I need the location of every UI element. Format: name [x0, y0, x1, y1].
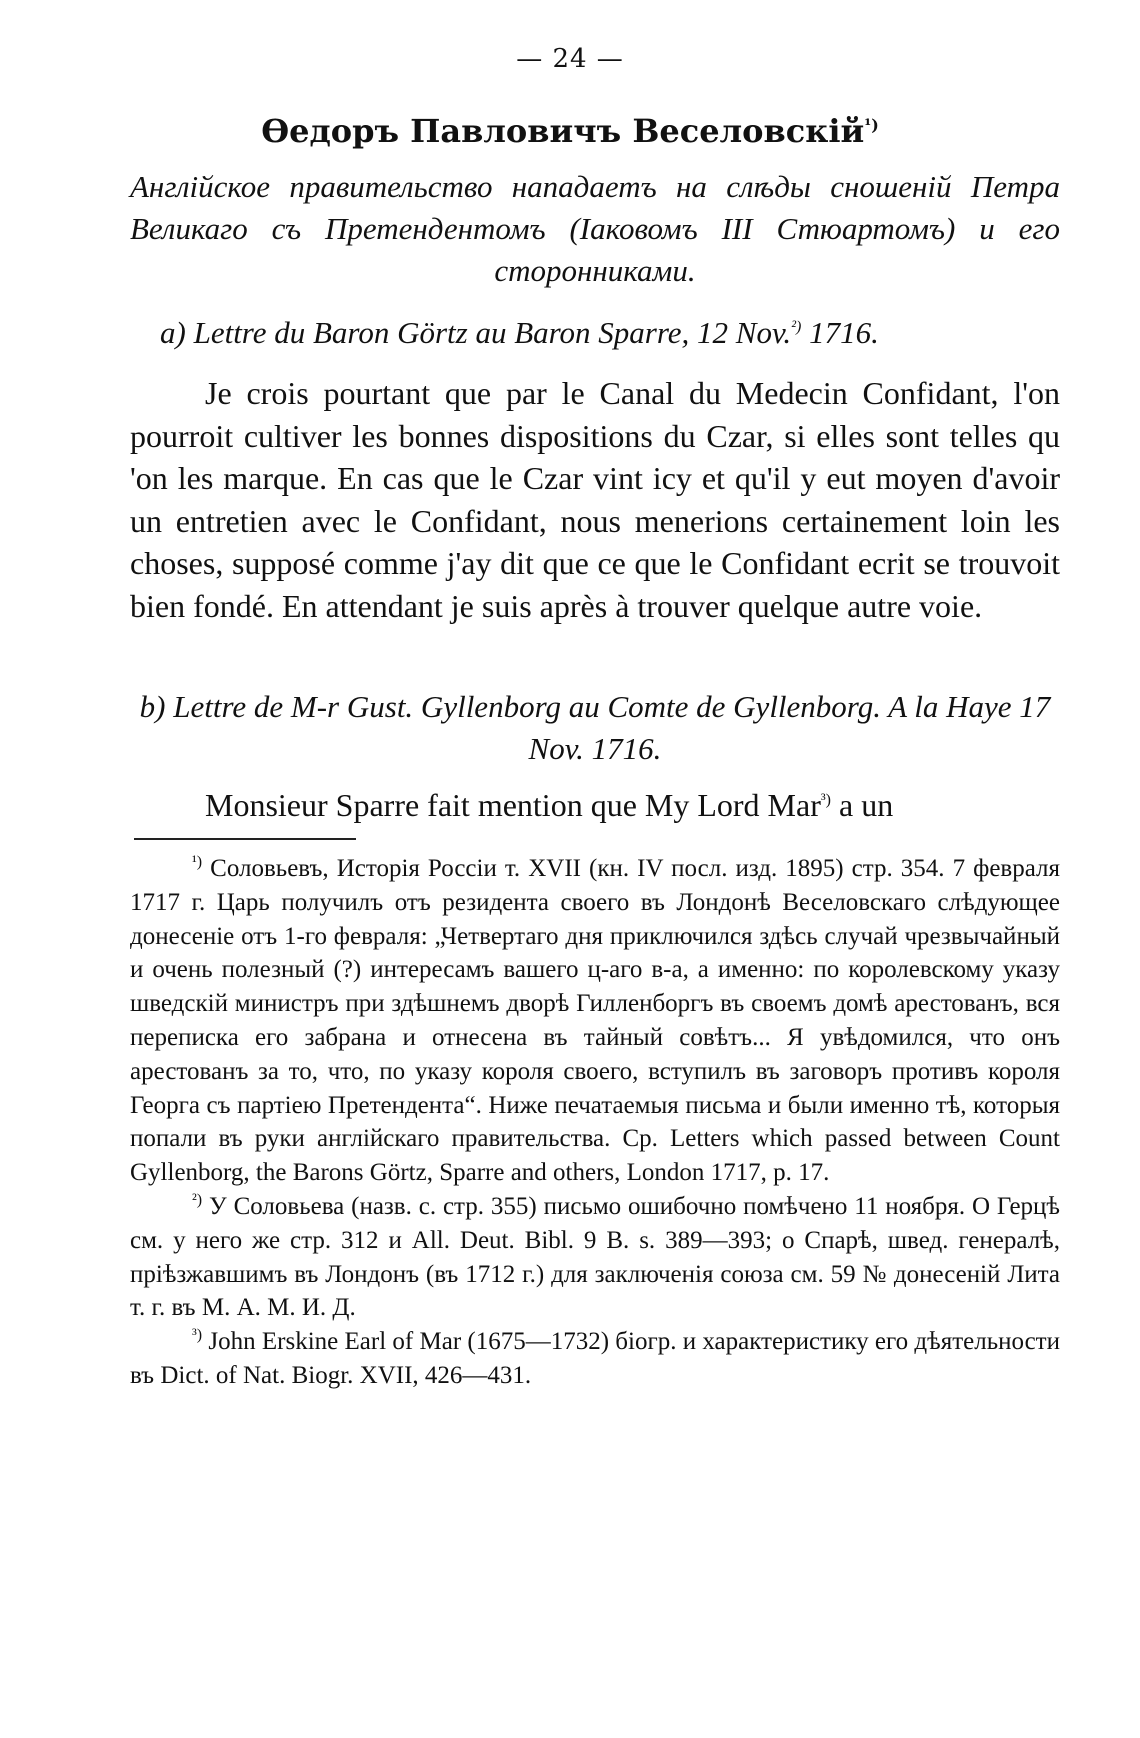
footnote-ref: ¹)	[192, 853, 203, 871]
letter-b-body	[130, 784, 1060, 827]
letter-a-year: 1716.	[809, 315, 879, 350]
footnote-ref: ²)	[192, 1191, 203, 1209]
footnote-separator	[134, 838, 356, 840]
letter-b-body-end: a un	[830, 787, 894, 823]
heading-title: Өедоръ Павловичъ Веселовскій	[261, 112, 865, 150]
letter-b-body-start: Monsieur Sparre fait mention que My Lord Mar	[205, 787, 821, 823]
letter-a-body: Je crois pourtant que par le Canal du Medecin Confidant, l'on pourroit cultiver les bonnes dispositions du Czar, si elles sont telles qu 'on les marque. En cas que le Czar vint icy et qu'il y eut moyen d'avoir un entretien avec le Confidant, nous menerions certainement loin les choses, supposé comme j'ay dit que ce que le Confidant ecrit se trouvoit bien fondé. En attendant je suis après à trouver quelque autre voie.	[130, 375, 1060, 624]
footnote-text: Соловьевъ, Исторія Россіи т. XVII (кн. IV посл. изд. 1895) стр. 354. 7 февраля 1717 г. Царь получилъ отъ резидента своего въ Лондонѣ Веселовскаго слѣдующее донесеніе отъ 1-го февраля: „Четвертаго дня приключился здѣсь случай чрезвычайный и очень полезный (?) интересамъ вашего ц-аго в-а, а именно: по королевскому указу шведскій министръ при здѣшнемъ дворѣ Гилленборгъ въ своемъ домѣ арестованъ, вся переписка его забрана и отнесена въ тайный совѣтъ... Я увѣдомился, что онъ арестованъ за то, что, по указу короля своего, вступилъ въ заговоръ противъ короля Георга съ партіею Претендента“. Ниже печатаемыя письма и были именно тѣ, которыя попали въ руки англійскаго правительства. Ср. Letters which passed between Count Gyllenborg, the Barons Görtz, Sparre and others, London 1717, p. 17.	[130, 855, 1061, 1187]
footnote	[130, 1190, 1060, 1325]
footnote-ref: ³)	[192, 1326, 203, 1344]
footnotes	[130, 852, 1060, 1393]
letter-b-marker: b)	[139, 689, 166, 724]
letter-a-heading	[160, 312, 1060, 354]
letter-a-note-ref: ²)	[791, 318, 802, 336]
letter-b-heading	[130, 686, 1060, 770]
footnote-text: John Erskine Earl of Mar (1675—1732) біогр. и характеристику его дѣятельности въ Dict. of Nat. Biogr. XVII, 426—431.	[130, 1328, 1060, 1389]
letter-b-note-ref: ³)	[820, 791, 831, 809]
chapter-subtitle: Англійское правительство нападаетъ на слѣды сношеній Петра Великаго съ Претендентомъ (Іаковомъ III Стюартомъ) и его сторонниками.	[130, 169, 1060, 288]
letter-a-heading-text: Lettre du Baron Görtz au Baron Sparre, 12 Nov.	[193, 315, 792, 350]
letter-b-heading-text: Lettre de M-r Gust. Gyllenborg au Comte de Gyllenborg. A la Haye 17 Nov. 1716.	[173, 689, 1051, 766]
chapter-heading	[0, 112, 1140, 150]
letter-a-marker: a)	[160, 315, 186, 350]
page-number: — 24 —	[516, 44, 624, 74]
footnote-text: У Соловьева (назв. с. стр. 355) письмо ошибочно помѣчено 11 ноября. О Герцѣ см. у него же стр. 312 и All. Deut. Bibl. 9 B. s. 389—393; о Спарѣ, швед. генералѣ, пріѣзжавшимъ въ Лондонъ (въ 1712 г.) для заключенія союза см. 59 № донесеній Лита т. г. въ М. А. М. И. Д.	[130, 1192, 1060, 1322]
footnote	[130, 1325, 1060, 1393]
heading-note-ref: ¹)	[864, 115, 879, 135]
footnote	[130, 852, 1060, 1190]
